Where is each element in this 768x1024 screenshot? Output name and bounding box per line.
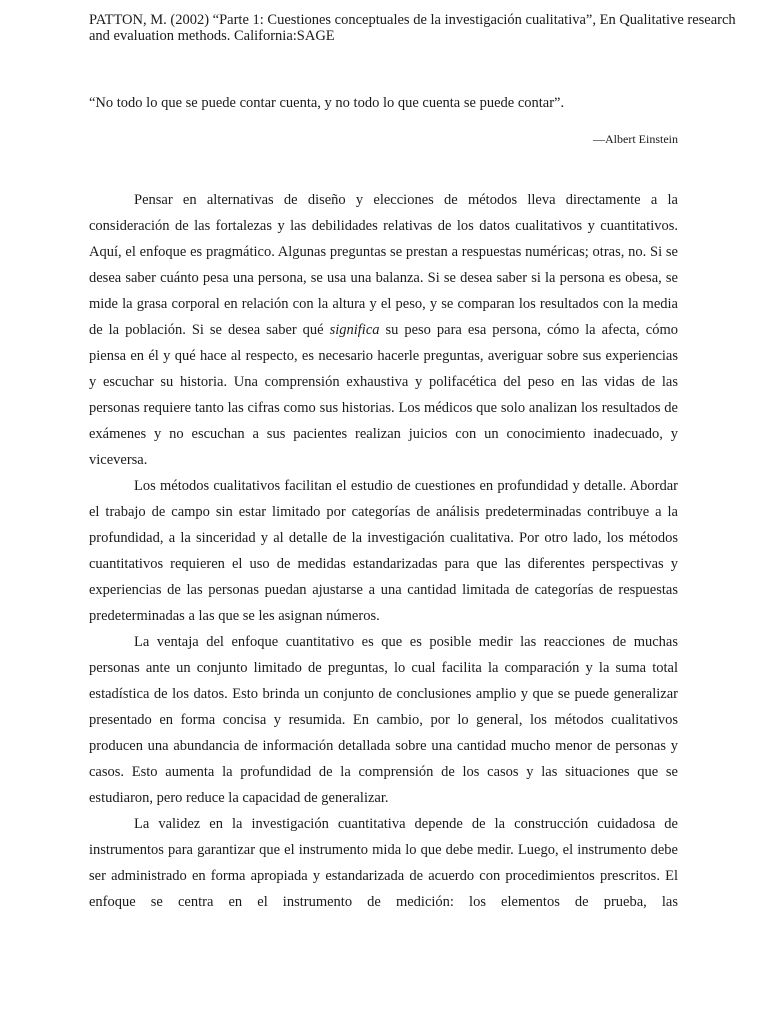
emphasis-significa: significa	[329, 322, 380, 338]
paragraph-3: La ventaja del enfoque cuantitativo es que es posible medir las reacciones de muchas personas ante un conjunto limitado de preguntas, lo cual facilita la comparación y la suma total estadística de los datos. Esto brinda un conjunto de conclusiones amplio y que se puede generalizar presentado en forma concisa y resumida. En cambio, por lo general, los métodos cualitativos producen una abundancia de información detallada sobre una cantidad mucho menor de personas y casos. Esto aumenta la profundidad de la comprensión de los casos y las situaciones que se estudiaron, pero reduce la capacidad de generalizar.	[89, 634, 678, 806]
citation-header: PATTON, M. (2002) “Parte 1: Cuestiones conceptuales de la investigación cualitativa”, En Qualitative research and evaluation methods. California:SAGE	[89, 12, 736, 44]
body-text	[89, 187, 678, 915]
paragraph-4: La validez en la investigación cuantitativa depende de la construcción cuidadosa de instrumentos para garantizar que el instrumento mida lo que debe medir. Luego, el instrumento debe ser administrado en forma apropiada y estandarizada de acuerdo con procedimientos prescritos. El enfoque se centra en el instrumento de medición: los elementos de prueba, las	[89, 816, 678, 910]
paragraph-1	[89, 187, 678, 473]
epigraph-quote: “No todo lo que se puede contar cuenta, y no todo lo que cuenta se puede contar”.	[89, 95, 565, 111]
paragraph-1-part-b: su peso para esa persona, cómo la afecta, cómo piensa en él y qué hace al respecto, es necesario hacerle preguntas, averiguar sobre sus experiencias y escuchar su historia. Una comprensión exhaustiva y polifacética del peso en las vidas de las personas requiere tanto las cifras como sus historias. Los médicos que solo analizan los resultados de exámenes y no escuchan a sus pacientes realizan juicios con un conocimiento inadecuado, y viceversa.	[89, 322, 678, 468]
epigraph-attribution: —Albert Einstein	[593, 132, 678, 146]
paragraph-1-part-a: Pensar en alternativas de diseño y elecciones de métodos lleva directamente a la consideración de las fortalezas y las debilidades relativas de los datos cualitativos y cuantitativos. Aquí, el enfoque es pragmático. Algunas preguntas se prestan a respuestas numéricas; otras, no. Si se desea saber cuánto pesa una persona, se usa una balanza. Si se desea saber si la persona es obesa, se mide la grasa corporal en relación con la altura y el peso, y se comparan los resultados con la media de la población. Si se desea saber qué	[89, 192, 678, 338]
paragraph-2: Los métodos cualitativos facilitan el estudio de cuestiones en profundidad y detalle. Abordar el trabajo de campo sin estar limitado por categorías de análisis predeterminadas contribuye a la profundidad, a la sinceridad y al detalle de la investigación cualitativa. Por otro lado, los métodos cuantitativos requieren el uso de medidas estandarizadas para que las diferentes perspectivas y experiencias de las personas puedan ajustarse a una cantidad limitada de categorías de respuestas predeterminadas a las que se les asignan números.	[89, 478, 678, 624]
